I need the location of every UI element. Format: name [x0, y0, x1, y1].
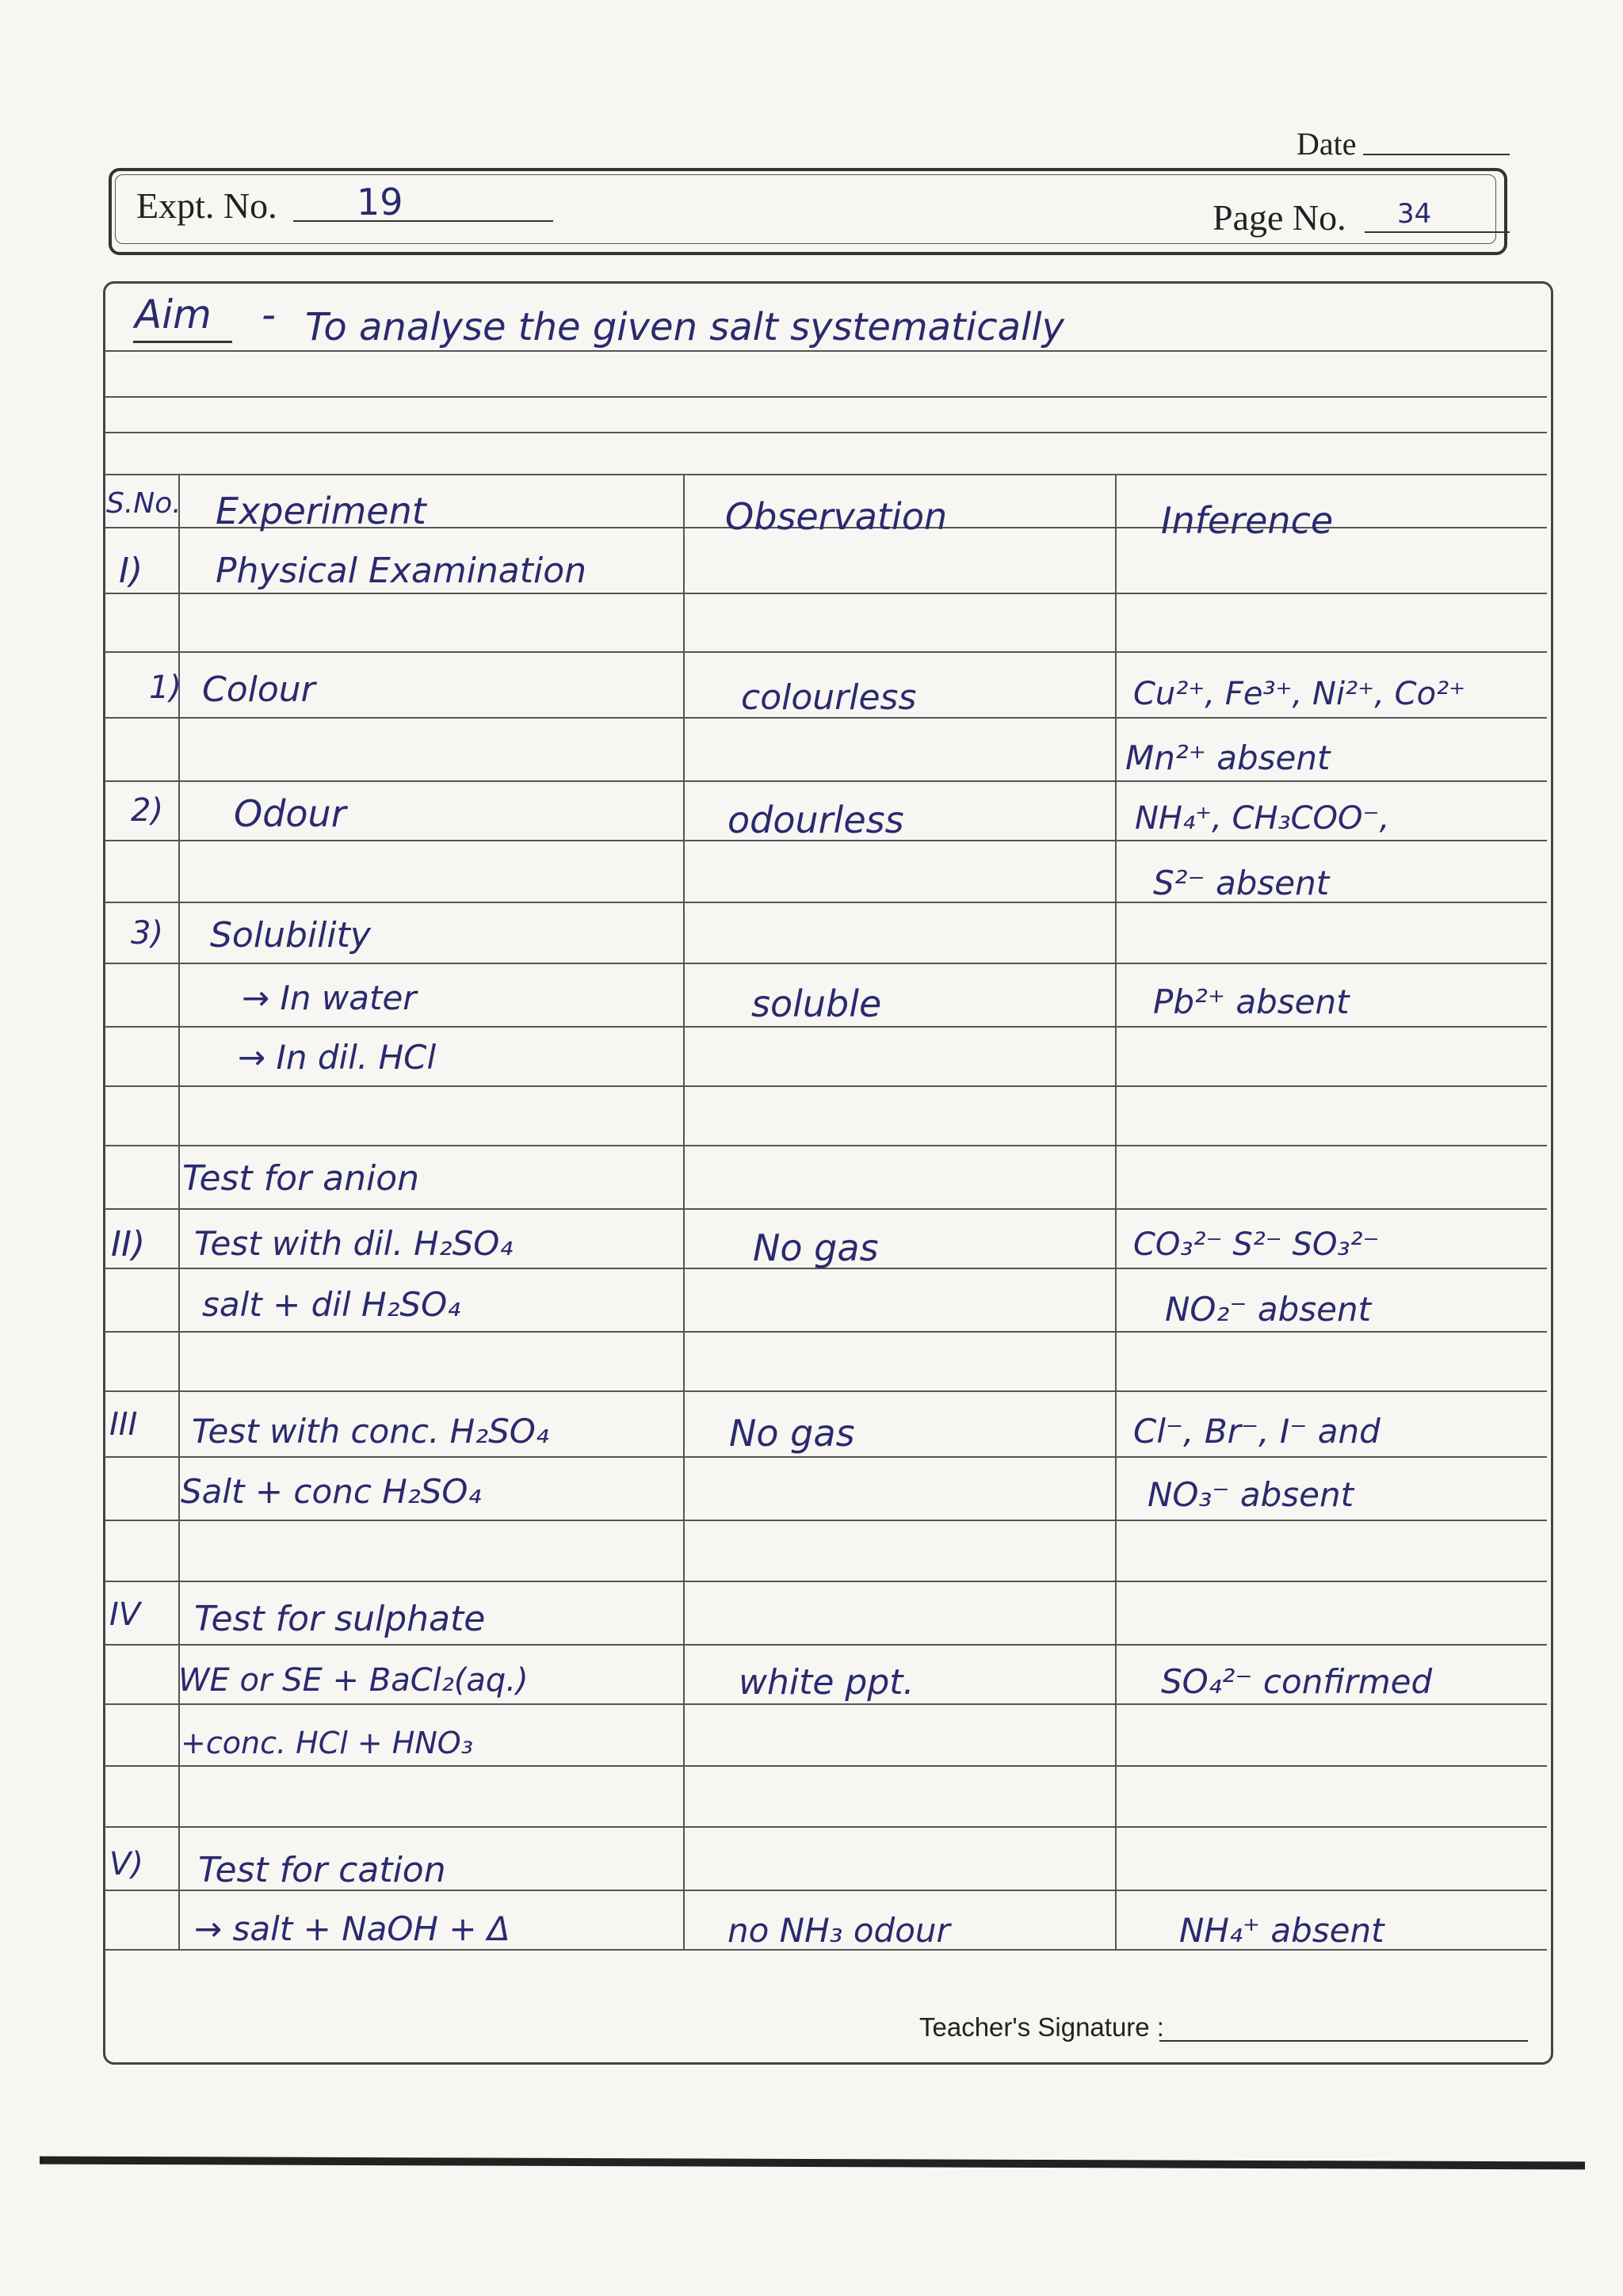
- rule: [105, 1703, 1547, 1705]
- row-6-sno: II): [111, 1224, 146, 1264]
- header-observation: Observation: [725, 495, 948, 538]
- row-4-experiment-3: → In dil. HCl: [238, 1038, 437, 1077]
- date-label: Date: [1296, 126, 1357, 162]
- row-9-sno: V): [109, 1846, 143, 1882]
- row-2-experiment: Colour: [202, 669, 315, 710]
- column-divider: [1115, 474, 1117, 1949]
- row-4-observation: soluble: [751, 982, 882, 1025]
- row-7-inference: Cl⁻, Br⁻, I⁻ and: [1133, 1412, 1381, 1451]
- row-2-inference: Cu²⁺, Fe³⁺, Ni²⁺, Co²⁺: [1133, 676, 1466, 712]
- row-6-experiment: Test with dil. H₂SO₄: [194, 1224, 514, 1263]
- date-field[interactable]: [1363, 154, 1510, 155]
- rule: [105, 1826, 1547, 1828]
- row-9-experiment-2: → salt + NaOH + Δ: [194, 1909, 510, 1948]
- row-5-experiment: Test for anion: [182, 1158, 420, 1199]
- row-4-experiment-2: → In water: [242, 978, 417, 1017]
- row-2-sno: 1): [149, 669, 182, 706]
- header-experiment: Experiment: [216, 490, 426, 532]
- row-3-sno: 2): [131, 792, 164, 829]
- row-7-observation: No gas: [729, 1412, 855, 1455]
- row-3-inference: NH₄⁺, CH₃COO⁻,: [1135, 800, 1390, 837]
- aim-text: To analyse the given salt systematically: [305, 305, 1065, 349]
- rule: [105, 396, 1547, 398]
- header-inference: Inference: [1161, 499, 1334, 542]
- page-no-value: 34: [1397, 198, 1432, 230]
- rule: [105, 651, 1547, 653]
- teacher-signature-field[interactable]: [1159, 2040, 1528, 2042]
- rule: [105, 902, 1547, 903]
- rule: [105, 432, 1547, 433]
- row-8-experiment-2: WE or SE + BaCl₂(aq.): [178, 1662, 529, 1699]
- row-7-experiment: Test with conc. H₂SO₄: [192, 1412, 549, 1451]
- row-7-experiment-2: Salt + conc H₂SO₄: [181, 1472, 482, 1511]
- row-1-experiment: Physical Examination: [216, 551, 586, 591]
- row-8-sno: IV: [109, 1596, 141, 1633]
- row-9-experiment: Test for cation: [198, 1850, 446, 1890]
- rule: [105, 350, 1547, 352]
- rule: [105, 1085, 1547, 1087]
- row-1-sno: I): [119, 551, 143, 591]
- row-8-inference: SO₄²⁻ confirmed: [1161, 1662, 1433, 1701]
- rule: [105, 1208, 1547, 1210]
- row-9-observation: no NH₃ odour: [727, 1911, 950, 1950]
- aim-underline: [133, 341, 232, 343]
- rule: [105, 963, 1547, 964]
- row-4-sno: 3): [131, 915, 164, 952]
- row-4-inference: Pb²⁺ absent: [1153, 982, 1350, 1021]
- expt-no-value: 19: [357, 181, 403, 223]
- row-8-observation: white ppt.: [739, 1662, 915, 1703]
- row-2-observation: colourless: [741, 677, 917, 718]
- aim-label: Aim: [135, 292, 212, 338]
- rule: [105, 1145, 1547, 1146]
- rule: [105, 1331, 1547, 1333]
- row-9-inference: NH₄⁺ absent: [1179, 1911, 1384, 1950]
- rule: [105, 593, 1547, 594]
- rule: [105, 1456, 1547, 1458]
- header-sno: S.No.: [106, 487, 181, 520]
- rule: [105, 1390, 1547, 1392]
- expt-no-label: Expt. No.: [136, 185, 277, 226]
- aim-dash: -: [262, 292, 277, 338]
- page-no-label: Page No.: [1212, 197, 1346, 238]
- row-6-observation: No gas: [753, 1226, 879, 1269]
- rule: [105, 780, 1547, 782]
- rule: [105, 1644, 1547, 1646]
- row-2-inference-2: Mn²⁺ absent: [1125, 738, 1331, 777]
- page-edge-shadow: [40, 2157, 1585, 2170]
- row-8-experiment-3: +conc. HCl + HNO₃: [181, 1726, 473, 1760]
- expt-no-field[interactable]: [293, 220, 553, 222]
- rule: [105, 1520, 1547, 1521]
- column-divider: [683, 474, 685, 1949]
- rule: [105, 1765, 1547, 1767]
- row-7-sno: III: [109, 1406, 138, 1443]
- row-6-inference: CO₃²⁻ S²⁻ SO₃²⁻: [1133, 1226, 1380, 1263]
- rule: [105, 1026, 1547, 1028]
- rule: [105, 474, 1547, 475]
- row-3-experiment: Odour: [234, 792, 346, 835]
- row-3-inference-2: S²⁻ absent: [1153, 864, 1330, 902]
- row-6-experiment-2: salt + dil H₂SO₄: [202, 1285, 460, 1324]
- page-no-field[interactable]: [1365, 231, 1510, 233]
- row-8-experiment: Test for sulphate: [194, 1599, 486, 1639]
- teacher-signature-label: Teacher's Signature :: [919, 2012, 1164, 2042]
- row-7-inference-2: NO₃⁻ absent: [1148, 1475, 1354, 1514]
- row-3-observation: odourless: [727, 799, 904, 841]
- row-4-experiment: Solubility: [210, 915, 371, 955]
- rule: [105, 1581, 1547, 1582]
- row-6-inference-2: NO₂⁻ absent: [1165, 1290, 1372, 1329]
